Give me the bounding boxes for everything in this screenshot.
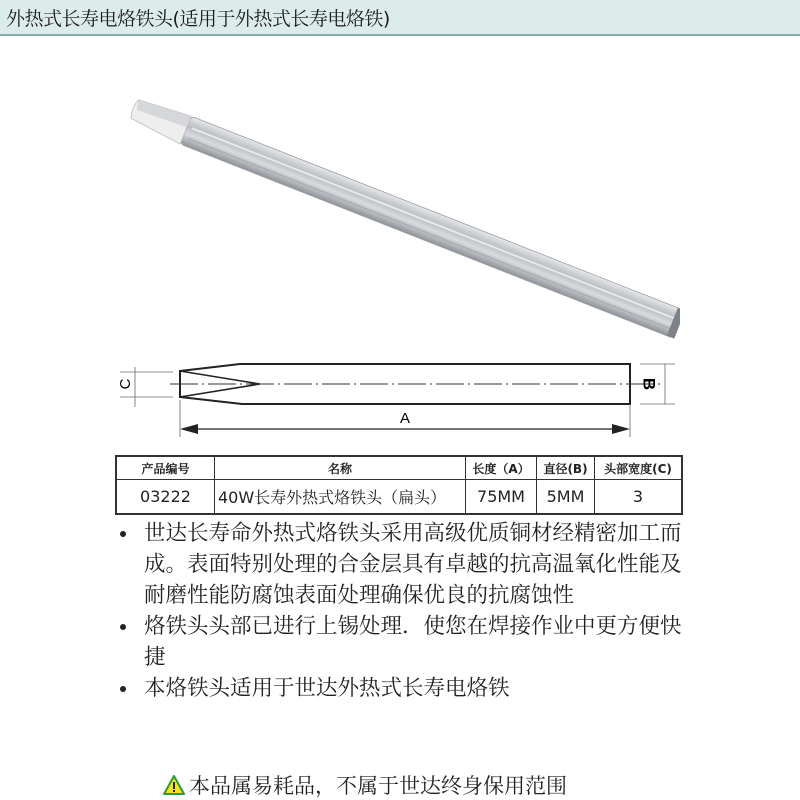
bullet-icon xyxy=(120,624,126,630)
notice-text: 本品属易耗品，不属于世达终身保用范围 xyxy=(189,774,567,798)
col-header-diameter: 直径(B) xyxy=(537,456,595,480)
table-header-row xyxy=(116,456,682,480)
header-bar xyxy=(0,0,800,36)
list-item xyxy=(118,673,688,704)
col-header-tip-width: 头部宽度(C) xyxy=(595,456,683,480)
bullet-icon xyxy=(120,531,126,537)
warning-triangle-icon xyxy=(163,775,185,795)
cell-tip-width: 3 xyxy=(595,480,683,515)
soldering-tip-photo xyxy=(120,80,680,370)
col-header-length: 长度（A） xyxy=(466,456,537,480)
dimension-label-c: C xyxy=(116,378,134,390)
dimension-label-a: A xyxy=(399,410,411,427)
feature-text: 烙铁头头部已进行上锡处理．使您在焊接作业中更方便快捷 xyxy=(144,614,682,670)
dimension-label-b: B xyxy=(639,377,659,391)
cell-diameter: 5MM xyxy=(537,480,595,515)
spec-table xyxy=(115,455,683,515)
page-title: 外热式长寿电烙铁头(适用于外热式长寿电烙铁) xyxy=(6,8,390,30)
bullet-icon xyxy=(120,686,126,692)
col-header-name: 名称 xyxy=(215,456,466,480)
feature-text: 世达长寿命外热式烙铁头采用高级优质铜材经精密加工而成。表面特别处理的合金层具有卓越的抗高温氧化性能及耐磨性能防腐蚀表面处理确保优良的抗腐蚀性 xyxy=(144,521,682,608)
list-item xyxy=(118,518,688,611)
consumable-notice xyxy=(163,770,567,800)
dimension-drawing xyxy=(100,355,680,445)
table-row xyxy=(116,480,682,515)
cell-product-code: 03222 xyxy=(116,480,215,515)
list-item xyxy=(118,611,688,673)
feature-text: 本烙铁头适用于世达外热式长寿电烙铁 xyxy=(144,676,510,701)
cell-name: 40W长寿外热式烙铁头（扁头） xyxy=(215,480,466,515)
col-header-product-code: 产品编号 xyxy=(116,456,215,480)
cell-length: 75MM xyxy=(466,480,537,515)
feature-list xyxy=(118,518,688,704)
